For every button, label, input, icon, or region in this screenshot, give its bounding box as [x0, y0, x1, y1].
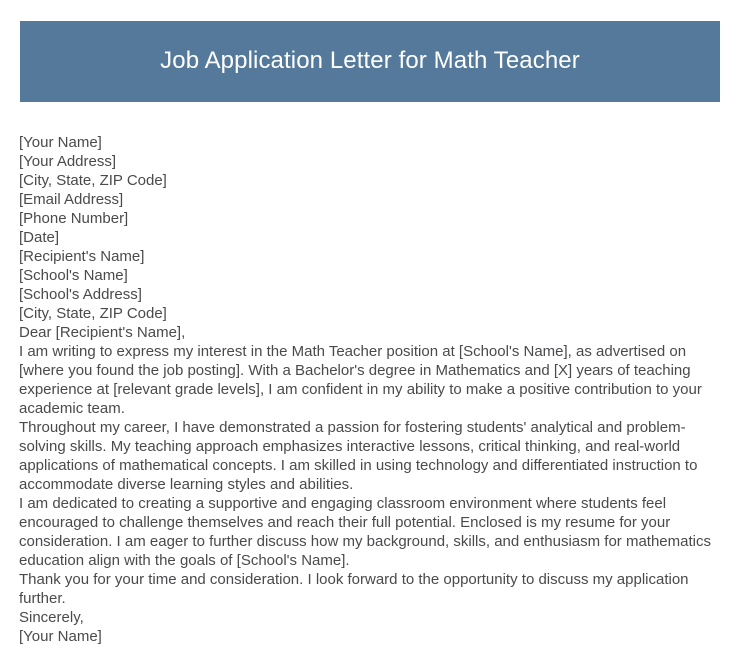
- recipient-line-school-name: [School's Name]: [19, 267, 128, 284]
- recipient-line-school-address: [School's Address]: [19, 286, 142, 303]
- recipient-line-name: [Recipient's Name]: [19, 248, 145, 265]
- sender-line-email: [Email Address]: [19, 191, 124, 208]
- sender-line-date: [Date]: [19, 229, 60, 246]
- letter-body: [19, 133, 723, 646]
- sender-line-phone: [Phone Number]: [19, 210, 129, 227]
- sender-line-address: [Your Address]: [19, 153, 117, 170]
- recipient-line-city-state-zip: [City, State, ZIP Code]: [19, 305, 167, 322]
- body-paragraph-4: Thank you for your time and consideration. I look forward to the opportunity to discuss my application further.: [19, 571, 689, 607]
- document-header-banner: [20, 21, 720, 102]
- body-paragraph-1: I am writing to express my interest in the Math Teacher position at [School's Name], as advertised on [where you found the job posting]. With a Bachelor's degree in Mathematics and [X] years of teaching experience at [relevant grade levels], I am confident in my ability to make a positive contribution to your academic team.: [19, 343, 702, 417]
- salutation: Dear [Recipient's Name],: [19, 324, 186, 341]
- body-paragraph-2: Throughout my career, I have demonstrated a passion for fostering students' analytical and problem-solving skills. My teaching approach emphasizes interactive lessons, critical thinking, and real-world applications of mathematical concepts. I am skilled in using technology and differentiated instruction to accommodate diverse learning styles and abilities.: [19, 419, 698, 493]
- signature-line: [Your Name]: [19, 628, 102, 645]
- sender-line-city-state-zip: [City, State, ZIP Code]: [19, 172, 167, 189]
- body-paragraph-3: I am dedicated to creating a supportive and engaging classroom environment where students feel encouraged to challenge themselves and reach their full potential. Enclosed is my resume for your consideration. I am eager to further discuss how my background, skills, and enthusiasm for mathematics education align with the goals of [School's Name].: [19, 495, 711, 569]
- page-title: Job Application Letter for Math Teacher: [160, 47, 580, 75]
- closing-line: Sincerely,: [19, 609, 84, 626]
- sender-address-block: [19, 133, 723, 247]
- recipient-address-block: [19, 247, 723, 323]
- sender-line-name: [Your Name]: [19, 134, 102, 151]
